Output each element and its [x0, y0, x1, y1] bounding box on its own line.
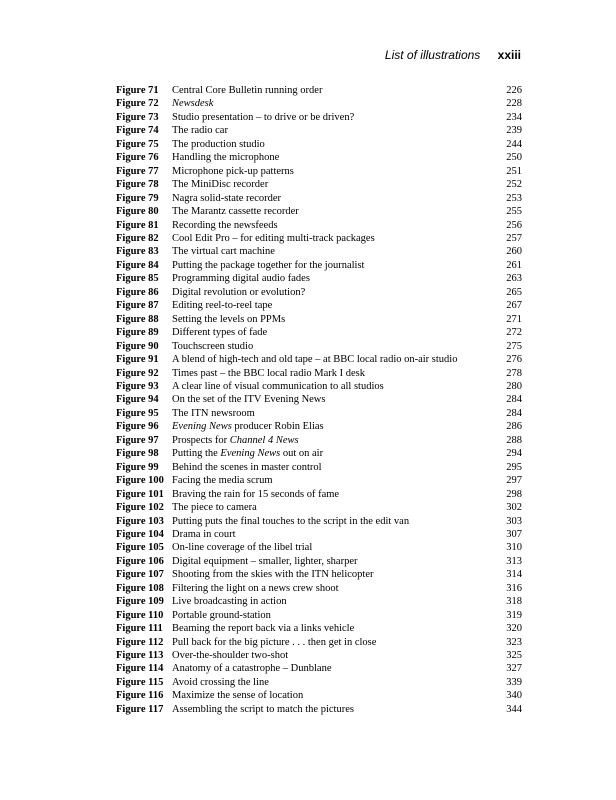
figure-label: Figure 112	[116, 636, 164, 648]
figure-page-number: 239	[506, 125, 522, 137]
figure-page-number: 320	[506, 623, 522, 635]
figure-caption: Avoid crossing the line	[172, 676, 269, 688]
figure-caption: Shooting from the skies with the ITN helicopter	[172, 569, 374, 581]
figure-page-number: 297	[506, 475, 522, 487]
figure-label: Figure 71	[116, 85, 159, 96]
figure-entry	[116, 380, 522, 393]
figure-page-number: 226	[506, 85, 522, 96]
figure-entry	[116, 178, 522, 191]
figure-caption: Times past – the BBC local radio Mark I desk	[172, 367, 365, 379]
figure-label: Figure 100	[116, 475, 164, 487]
figure-label: Figure 77	[116, 165, 159, 177]
figure-caption: A clear line of visual communication to all studios	[172, 380, 384, 392]
figure-page-number: 265	[506, 286, 522, 298]
figure-page-number: 278	[506, 367, 522, 379]
figure-label: Figure 105	[116, 542, 164, 554]
figure-caption: Recording the newsfeeds	[172, 219, 278, 231]
figure-label: Figure 75	[116, 138, 159, 150]
figure-label: Figure 107	[116, 569, 164, 581]
figure-page-number: 260	[506, 246, 522, 258]
figure-label: Figure 108	[116, 582, 164, 594]
figure-caption: Nagra solid-state recorder	[172, 192, 282, 204]
figure-entry	[116, 84, 522, 97]
figure-entry	[116, 165, 522, 178]
figure-page-number: 303	[506, 515, 522, 527]
figure-entry	[116, 259, 522, 272]
figure-entry	[116, 582, 522, 595]
figure-caption: A blend of high-tech and old tape – at BBC local radio on-air studio	[172, 354, 458, 366]
figure-entry	[116, 192, 522, 205]
figure-caption: The ITN newsroom	[172, 407, 255, 419]
figure-label: Figure 76	[116, 152, 159, 164]
figure-entry	[116, 609, 522, 622]
figure-entry	[116, 353, 522, 366]
figure-page-number: 284	[506, 394, 522, 406]
figure-entry	[116, 568, 522, 581]
figure-entry	[116, 703, 522, 716]
figure-label: Figure 116	[116, 690, 164, 702]
figure-label: Figure 92	[116, 367, 159, 379]
figure-entry	[116, 515, 522, 528]
figure-label: Figure 86	[116, 286, 159, 298]
figure-page-number: 251	[506, 165, 522, 177]
figure-entry	[116, 488, 522, 501]
figure-caption: The virtual cart machine	[172, 246, 275, 258]
figure-label: Figure 91	[116, 354, 159, 366]
figure-entry	[116, 622, 522, 635]
figure-entry	[116, 286, 522, 299]
figure-label: Figure 80	[116, 206, 159, 218]
figure-label: Figure 88	[116, 313, 159, 325]
figure-page-number: 298	[506, 488, 522, 500]
figure-label: Figure 87	[116, 300, 159, 312]
figure-label: Figure 101	[116, 488, 164, 500]
figure-page-number: 275	[506, 340, 522, 352]
figure-page-number: 294	[506, 448, 522, 460]
figure-page-number: 284	[506, 407, 522, 419]
figure-label: Figure 113	[116, 650, 164, 662]
figure-caption: Braving the rain for 15 seconds of fame	[172, 488, 340, 500]
figure-entry	[116, 124, 522, 137]
figure-caption: Cool Edit Pro – for editing multi-track packages	[172, 232, 375, 244]
figure-label: Figure 109	[116, 596, 164, 608]
figure-caption: The radio car	[172, 125, 228, 137]
figure-page-number: 323	[506, 636, 522, 648]
figure-label: Figure 95	[116, 407, 159, 419]
figure-caption: Digital equipment – smaller, lighter, sharper	[172, 555, 358, 567]
figure-label: Figure 106	[116, 555, 164, 567]
figure-label: Figure 99	[116, 461, 159, 473]
figure-entry	[116, 528, 522, 541]
figure-caption: Programming digital audio fades	[172, 273, 310, 285]
figure-entry	[116, 151, 522, 164]
figure-caption: Newsdesk	[172, 98, 214, 110]
figure-page-number: 318	[506, 596, 522, 608]
figure-label: Figure 85	[116, 273, 159, 285]
figure-entry	[116, 689, 522, 702]
figure-page-number: 319	[506, 609, 522, 621]
figure-page-number: 314	[506, 569, 522, 581]
figure-entry	[116, 340, 522, 353]
figure-caption: Different types of fade	[172, 327, 268, 339]
figure-caption: Microphone pick-up patterns	[172, 165, 294, 177]
figure-label: Figure 89	[116, 327, 159, 339]
list-of-illustrations	[116, 84, 522, 716]
figure-label: Figure 97	[116, 434, 159, 446]
figure-entry	[116, 676, 522, 689]
figure-entry	[116, 447, 522, 460]
figure-label: Figure 111	[116, 623, 163, 635]
figure-page-number: 339	[506, 676, 522, 688]
figure-caption: Filtering the light on a news crew shoot	[172, 582, 339, 594]
figure-entry	[116, 111, 522, 124]
figure-entry	[116, 461, 522, 474]
figure-entry	[116, 219, 522, 232]
figure-page-number: 302	[506, 502, 522, 514]
figure-entry	[116, 420, 522, 433]
figure-page-number: 234	[506, 111, 522, 123]
figure-page-number: 313	[506, 555, 522, 567]
figure-label: Figure 117	[116, 703, 164, 715]
figure-caption: The piece to camera	[172, 502, 257, 514]
figure-entry	[116, 474, 522, 487]
figure-label: Figure 82	[116, 232, 159, 244]
figure-caption: On the set of the ITV Evening News	[172, 394, 326, 406]
figure-entry	[116, 393, 522, 406]
figure-entry	[116, 299, 522, 312]
figure-page-number: 310	[506, 542, 522, 554]
figure-entry	[116, 434, 522, 447]
figure-label: Figure 114	[116, 663, 164, 675]
figure-entry	[116, 636, 522, 649]
figure-caption: Setting the levels on PPMs	[172, 313, 286, 325]
figure-label: Figure 72	[116, 98, 159, 110]
figure-label: Figure 73	[116, 111, 159, 123]
figure-page-number: 276	[506, 354, 522, 366]
page-number: xxiii	[497, 48, 521, 62]
figure-label: Figure 115	[116, 676, 164, 688]
figure-caption: Touchscreen studio	[172, 340, 254, 352]
figure-entry	[116, 555, 522, 568]
figure-caption: The production studio	[172, 138, 265, 150]
figure-caption: Evening News producer Robin Elias	[172, 421, 324, 433]
figure-label: Figure 93	[116, 380, 159, 392]
figure-entry	[116, 407, 522, 420]
figure-caption: Digital revolution or evolution?	[172, 286, 306, 298]
figure-caption: Portable ground-station	[172, 609, 271, 621]
figure-entry	[116, 501, 522, 514]
figure-page-number: 272	[506, 327, 522, 339]
figure-caption: Handling the microphone	[172, 152, 280, 164]
figure-caption: Editing reel-to-reel tape	[172, 300, 273, 312]
figure-entry	[116, 662, 522, 675]
figure-page-number: 288	[506, 434, 522, 446]
figure-caption: Studio presentation – to drive or be driven?	[172, 111, 355, 123]
figure-label: Figure 96	[116, 421, 159, 433]
figure-caption: Anatomy of a catastrophe – Dunblane	[172, 663, 332, 675]
running-head-title: List of illustrations	[384, 48, 481, 62]
figure-page-number: 261	[506, 259, 522, 271]
figure-page-number: 271	[506, 313, 522, 325]
figure-page-number: 340	[506, 690, 522, 702]
figure-caption: Drama in court	[172, 528, 236, 540]
figure-page-number: 316	[506, 582, 522, 594]
figure-caption: Putting puts the final touches to the script in the edit van	[172, 515, 410, 527]
figure-page-number: 228	[506, 98, 522, 110]
figure-page-number: 344	[506, 703, 522, 715]
figure-entry	[116, 595, 522, 608]
figure-entry	[116, 97, 522, 110]
figure-page-number: 256	[506, 219, 522, 231]
figure-label: Figure 83	[116, 246, 159, 258]
figure-page-number: 325	[506, 650, 522, 662]
figure-page-number: 280	[506, 380, 522, 392]
figure-caption: The Marantz cassette recorder	[172, 206, 299, 218]
figure-caption: The MiniDisc recorder	[172, 179, 269, 191]
figure-caption: Facing the media scrum	[172, 475, 273, 487]
figure-label: Figure 94	[116, 394, 159, 406]
figure-page-number: 252	[506, 179, 522, 191]
figure-caption: Maximize the sense of location	[172, 690, 304, 702]
figure-caption: Putting the package together for the journalist	[172, 259, 365, 271]
figure-page-number: 307	[506, 528, 522, 540]
figure-page-number: 327	[506, 663, 522, 675]
figure-page-number: 267	[506, 300, 522, 312]
figure-page-number: 250	[506, 152, 522, 164]
figure-entry	[116, 367, 522, 380]
figure-label: Figure 74	[116, 125, 159, 137]
running-head	[385, 48, 521, 62]
figure-page-number: 263	[506, 273, 522, 285]
figure-entry	[116, 649, 522, 662]
figure-caption: Live broadcasting in action	[172, 596, 287, 608]
figure-caption: Assembling the script to match the pictures	[172, 703, 354, 715]
figure-caption: On-line coverage of the libel trial	[172, 542, 313, 554]
figure-page-number: 244	[506, 138, 522, 150]
figure-label: Figure 98	[116, 448, 159, 460]
figure-page-number: 286	[506, 421, 522, 433]
figure-label: Figure 102	[116, 502, 164, 514]
figure-page-number: 255	[506, 206, 522, 218]
figure-page-number: 253	[506, 192, 522, 204]
figure-caption: Behind the scenes in master control	[172, 461, 322, 473]
figure-label: Figure 110	[116, 609, 164, 621]
figure-caption: Prospects for Channel 4 News	[172, 434, 299, 446]
figure-caption: Over-the-shoulder two-shot	[172, 650, 289, 662]
figure-entry	[116, 272, 522, 285]
figure-label: Figure 90	[116, 340, 159, 352]
figure-caption: Putting the Evening News out on air	[172, 448, 324, 460]
figure-entry	[116, 326, 522, 339]
figure-label: Figure 81	[116, 219, 159, 231]
figure-entry	[116, 232, 522, 245]
figure-entry	[116, 245, 522, 258]
figure-caption: Central Core Bulletin running order	[172, 85, 323, 96]
figure-entry	[116, 313, 522, 326]
figure-label: Figure 78	[116, 179, 159, 191]
figure-entry	[116, 541, 522, 554]
figure-label: Figure 104	[116, 528, 164, 540]
figure-label: Figure 103	[116, 515, 164, 527]
figure-label: Figure 79	[116, 192, 159, 204]
figure-entry	[116, 205, 522, 218]
figure-caption: Beaming the report back via a links vehicle	[172, 623, 355, 635]
figure-caption: Pull back for the big picture . . . then get in close	[172, 636, 377, 648]
figure-page-number: 257	[506, 232, 522, 244]
figure-entry	[116, 138, 522, 151]
figure-label: Figure 84	[116, 259, 159, 271]
figure-page-number: 295	[506, 461, 522, 473]
